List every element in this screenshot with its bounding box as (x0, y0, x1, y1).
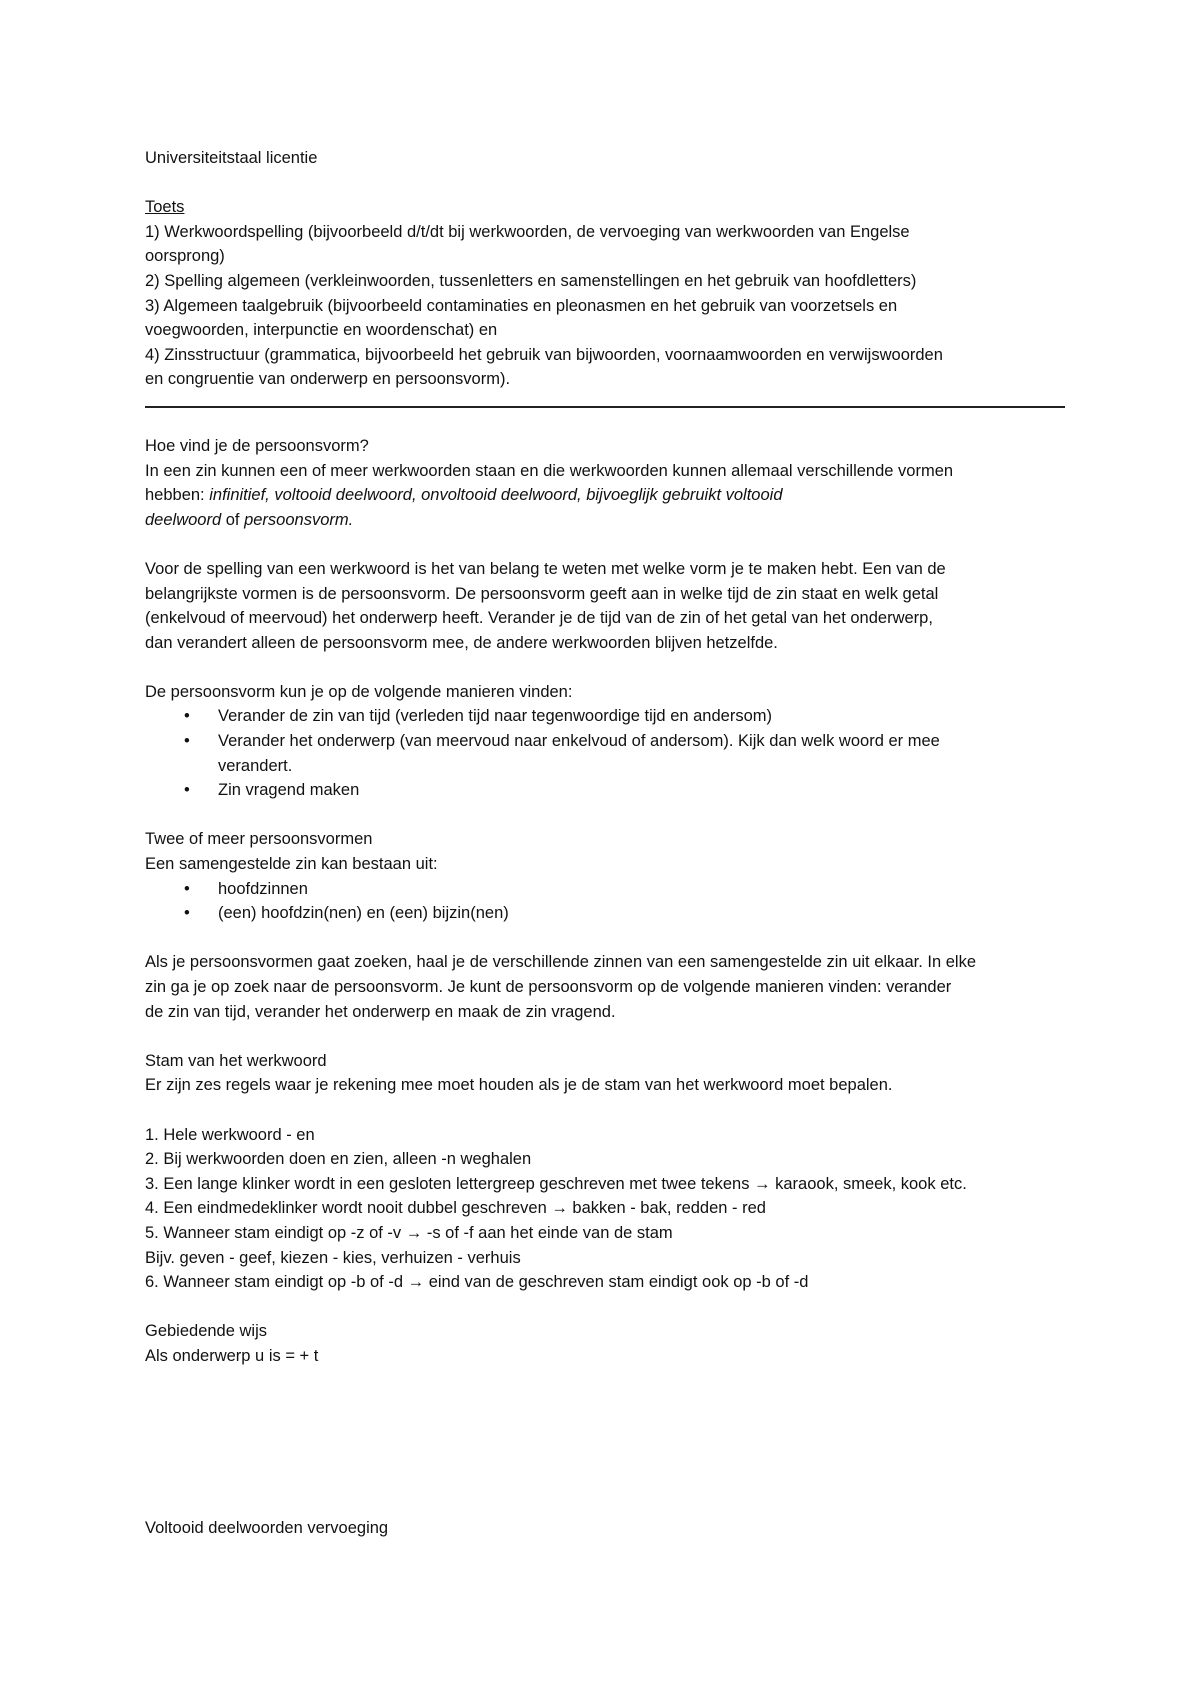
stam-rule: 2. Bij werkwoorden doen en zien, alleen -n weghalen (145, 1150, 532, 1169)
toets-line: 4) Zinsstructuur (grammatica, bijvoorbeeld het gebruik van bijwoorden, voornaamwoorden en verwijswoorden (145, 345, 943, 364)
stam-rule-example: Bijv. geven - geef, kiezen - kies, verhuizen - verhuis (145, 1248, 521, 1267)
multi-heading: Twee of meer persoonsvormen (145, 830, 373, 849)
arrow-right-icon: → (405, 1223, 423, 1242)
spacer (145, 655, 1100, 680)
stam-rule-text: karaook, smeek, kook etc. (770, 1174, 967, 1193)
horizontal-divider (145, 406, 1065, 408)
list-item-text: verandert. (218, 756, 293, 775)
pv-intro-italic: infinitief, voltooid deelwoord, onvoltooid deelwoord, bijvoeglijk gebruikt voltooid (209, 486, 783, 505)
spacer (145, 532, 1100, 557)
spacer (145, 926, 1100, 951)
multi-paragraph-line: zin ga je op zoek naar de persoonsvorm. Je kunt de persoonsvorm op de volgende manieren vinden: verander (145, 978, 952, 996)
stam-rule-text: 5. Wanneer stam eindigt op -z of -v (145, 1223, 406, 1242)
pv-paragraph-line: dan verandert alleen de persoonsvorm mee, de andere werkwoorden blijven hetzelfde. (145, 633, 778, 652)
list-item (145, 729, 1100, 778)
pv-intro-line: In een zin kunnen een of meer werkwoorden staan en die werkwoorden kunnen allemaal verschillende vormen (145, 461, 954, 480)
pv-intro-text: hebben: (145, 486, 210, 505)
stam-rule-text: eind van de geschreven stam eindigt ook op -b of -d (424, 1273, 809, 1292)
toets-line: 1) Werkwoordspelling (bijvoorbeeld d/t/dt bij werkwoorden, de vervoeging van werkwoorden van Engelse (145, 222, 910, 241)
stam-rule (145, 1221, 1100, 1246)
gebiedende-heading: Gebiedende wijs (145, 1322, 267, 1341)
document-title: Universiteitstaal licentie (145, 149, 318, 167)
pv-paragraph-line: belangrijkste vormen is de persoonsvorm. De persoonsvorm geeft aan in welke tijd de zin staat en welk getal (145, 584, 939, 603)
arrow-right-icon: → (754, 1174, 771, 1193)
toets-line: 3) Algemeen taalgebruik (bijvoorbeeld contaminaties en pleonasmen en het gebruik van voorzetsels en (145, 296, 898, 315)
spacer (145, 1024, 1100, 1049)
spacer (145, 1467, 1100, 1492)
stam-rule-text: 3. Een lange klinker wordt in een gesloten lettergreep geschreven met twee tekens (145, 1174, 755, 1193)
spacer (145, 1442, 1100, 1467)
toets-line: 2) Spelling algemeen (verkleinwoorden, tussenletters en samenstellingen en het gebruik van hoofdletters) (145, 271, 917, 290)
multi-paragraph-line: Als je persoonsvormen gaat zoeken, haal je de verschillende zinnen van een samengestelde zin uit elkaar. In elke (145, 953, 977, 972)
pv-intro-line (145, 483, 1100, 508)
multi-paragraph-line: de zin van tijd, verander het onderwerp en maak de zin vragend. (145, 1002, 616, 1021)
toets-line: en congruentie van onderwerp en persoonsvorm). (145, 370, 511, 389)
pv-intro-text: of (221, 510, 245, 529)
toets-line: oorsprong) (145, 247, 225, 266)
pv-paragraph-line: (enkelvoud of meervoud) het onderwerp heeft. Verander je de tijd van de zin of het getal van het onderwerp, (145, 609, 933, 628)
spacer (145, 803, 1100, 828)
arrow-right-icon: → (407, 1273, 425, 1292)
bullet-icon: • (184, 732, 190, 751)
spacer (145, 1418, 1100, 1443)
pv-paragraph-line: Voor de spelling van een werkwoord is het van belang te weten met welke vorm je te maken hebt. Een van de (145, 559, 946, 578)
spacer (145, 171, 1100, 196)
gebiedende-line: Als onderwerp u is = + t (145, 1346, 319, 1365)
list-item-text: Verander het onderwerp (van meervoud naar enkelvoud of andersom). Kijk dan welk woord er mee (218, 732, 940, 751)
stam-rule-text: bakken - bak, redden - red (567, 1199, 766, 1218)
stam-rule (145, 1270, 1100, 1295)
stam-rule (145, 1172, 1100, 1197)
toets-heading: Toets (145, 198, 185, 217)
pv-intro-italic: persoonsvorm. (244, 510, 354, 529)
spacer (145, 1491, 1100, 1516)
stam-intro: Er zijn zes regels waar je rekening mee moet houden als je de stam van het werkwoord moet bepalen. (145, 1076, 893, 1095)
list-item-text: Verander de zin van tijd (verleden tijd naar tegenwoordige tijd en andersom) (218, 707, 772, 726)
toets-line: voegwoorden, interpunctie en woordenschat) en (145, 321, 498, 340)
bullet-icon: • (184, 707, 190, 726)
spacer (145, 1295, 1100, 1320)
spacer (145, 1393, 1100, 1418)
bullet-icon: • (184, 781, 190, 800)
arrow-right-icon: → (551, 1199, 568, 1218)
stam-rule-text: 4. Een eindmedeklinker wordt nooit dubbel geschreven (145, 1199, 552, 1218)
list-item-text: Zin vragend maken (218, 781, 360, 800)
spacer (145, 1098, 1100, 1123)
voltooid-heading: Voltooid deelwoorden vervoeging (145, 1519, 389, 1538)
bullet-icon: • (184, 904, 190, 923)
multi-list (145, 877, 1100, 926)
bullet-icon: • (184, 879, 190, 898)
list-item (145, 778, 1100, 803)
stam-rule-text: 6. Wanneer stam eindigt op -b of -d (145, 1273, 408, 1292)
pv-ways-intro: De persoonsvorm kun je op de volgende manieren vinden: (145, 682, 573, 701)
pv-ways-list (145, 704, 1100, 802)
pv-heading: Hoe vind je de persoonsvorm? (145, 436, 369, 455)
stam-rule (145, 1196, 1100, 1221)
pv-intro-italic: deelwoord (145, 510, 222, 529)
list-item (145, 704, 1100, 729)
spacer (145, 1369, 1100, 1394)
list-item-text: (een) hoofdzin(nen) en (een) bijzin(nen) (218, 904, 509, 923)
list-item (145, 901, 1100, 926)
list-item-text: hoofdzinnen (218, 879, 308, 898)
multi-intro: Een samengestelde zin kan bestaan uit: (145, 855, 438, 874)
stam-rule-text: -s of -f aan het einde van de stam (422, 1223, 673, 1242)
list-item (145, 877, 1100, 902)
pv-intro-line (145, 508, 1100, 533)
stam-rule: 1. Hele werkwoord - en (145, 1125, 315, 1144)
stam-heading: Stam van het werkwoord (145, 1051, 327, 1070)
